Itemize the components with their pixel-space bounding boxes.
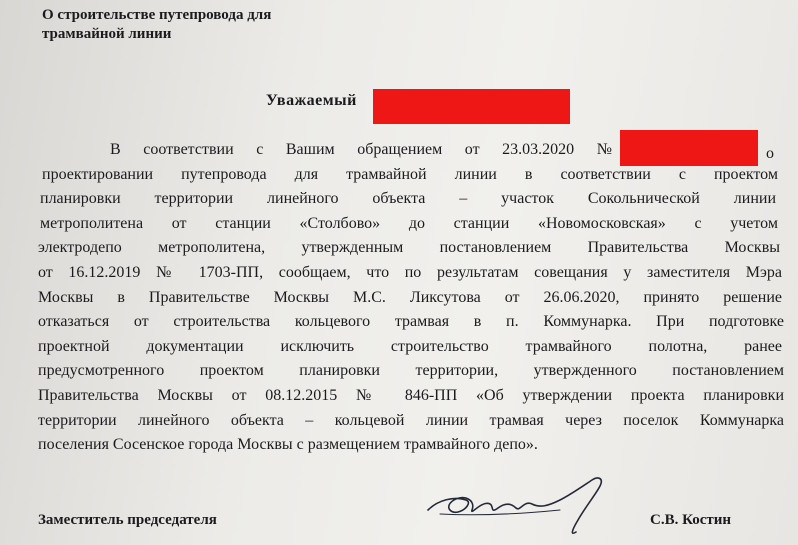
body-line: проектировании путепровода для трамвайной линии в соответствии с проектом bbox=[42, 165, 778, 183]
body-line: от 16.12.2019 № 1703-ПП, сообщаем, что по результатам совещания у заместителя Мэра bbox=[38, 264, 782, 281]
redacted-recipient-name bbox=[373, 89, 570, 124]
body-line: проектной документации исключить строительство трамвайного полотна, ранее bbox=[38, 337, 782, 355]
body-line: электродепо метрополитена, утвержденным постановлением Правительства Москвы bbox=[38, 239, 780, 257]
greeting: Уважаемый bbox=[266, 92, 357, 109]
body-line: отказаться от строительства кольцевого трамвая в п. Коммунарка. При подготовке bbox=[38, 313, 784, 331]
letter-subject bbox=[42, 6, 271, 44]
subject-line-1: О строительстве путепровода для bbox=[42, 7, 272, 23]
signature-image bbox=[420, 470, 630, 540]
body-line: планировки территории линейного объекта – участок Сокольнической линии bbox=[40, 190, 776, 208]
body-line: В соответствии с Вашим обращением от 23.03.2020 № bbox=[110, 141, 612, 158]
body-line: предусмотренного проектом планировки территории, утвержденного постановлением bbox=[38, 362, 784, 380]
body-line: метрополитена от станции «Столбово» до станции «Новомосковская» с учетом bbox=[40, 214, 778, 232]
body-line: Правительства Москвы от 08.12.2015 № 846-ПП «Об утверждении проекта планировки bbox=[38, 387, 784, 404]
signatory-name: С.В. Костин bbox=[650, 512, 732, 528]
body-line: поселения Сосенское города Москвы с размещением трамвайного депо». bbox=[38, 436, 538, 454]
body-line: территории линейного объекта – кольцевой линии трамвая через поселок Коммунарка bbox=[38, 411, 784, 429]
subject-line-2: трамвайной линии bbox=[42, 26, 172, 42]
redacted-request-number bbox=[620, 130, 758, 166]
body-line: о bbox=[766, 145, 774, 162]
body-line: Москвы в Правительстве Москвы М.С. Ликсутова от 26.06.2020, принято решение bbox=[38, 288, 782, 306]
signatory-position: Заместитель председателя bbox=[38, 512, 217, 528]
